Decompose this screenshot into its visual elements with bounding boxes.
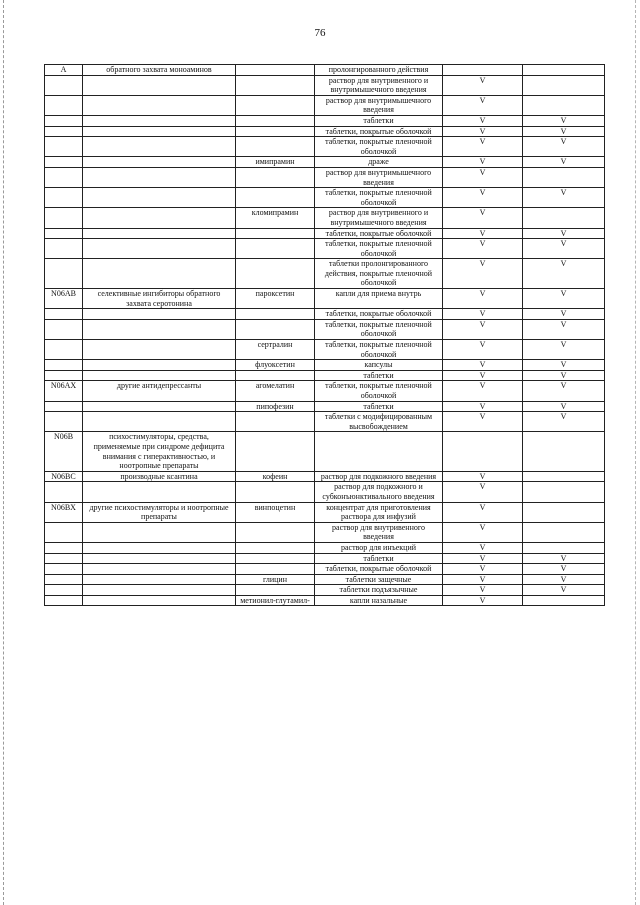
cell-v1: V	[443, 188, 523, 208]
cell-v1: V	[443, 137, 523, 157]
table-row	[45, 432, 605, 471]
cell-group	[83, 412, 236, 432]
cell-inn	[236, 522, 315, 542]
cell-inn	[236, 542, 315, 553]
cell-form: капсулы	[315, 360, 443, 371]
cell-v2	[523, 208, 605, 228]
table-row	[45, 482, 605, 502]
cell-code	[45, 542, 83, 553]
cell-code	[45, 75, 83, 95]
cell-code: A	[45, 65, 83, 76]
cell-inn: сертралин	[236, 340, 315, 360]
cell-inn	[236, 167, 315, 187]
cell-v1: V	[443, 595, 523, 606]
table-row	[45, 553, 605, 564]
cell-v1: V	[443, 370, 523, 381]
cell-group	[83, 75, 236, 95]
cell-code: N06AX	[45, 381, 83, 401]
cell-inn	[236, 188, 315, 208]
table-row	[45, 95, 605, 115]
cell-group: психостимуляторы, средства, применяемые при синдроме дефицита внимания с гиперактивностью, и ноотропные препараты	[83, 432, 236, 471]
cell-v1: V	[443, 340, 523, 360]
cell-v2: V	[523, 126, 605, 137]
cell-v2: V	[523, 370, 605, 381]
cell-v2: V	[523, 564, 605, 575]
cell-inn	[236, 75, 315, 95]
cell-group	[83, 137, 236, 157]
table-row	[45, 137, 605, 157]
cell-group: обратного захвата моноаминов	[83, 65, 236, 76]
table-row	[45, 126, 605, 137]
table-row	[45, 412, 605, 432]
cell-form: таблетки, покрытые пленочной оболочкой	[315, 239, 443, 259]
cell-inn	[236, 412, 315, 432]
cell-code	[45, 482, 83, 502]
cell-v2: V	[523, 188, 605, 208]
cell-form	[315, 432, 443, 471]
cell-form: капли для приема внутрь	[315, 289, 443, 309]
cell-v1: V	[443, 239, 523, 259]
cell-v2	[523, 471, 605, 482]
cell-v2	[523, 542, 605, 553]
cell-code	[45, 319, 83, 339]
table-row	[45, 564, 605, 575]
cell-v1: V	[443, 502, 523, 522]
cell-form: раствор для внутримышечного введения	[315, 167, 443, 187]
cell-inn	[236, 370, 315, 381]
cell-group	[83, 309, 236, 320]
cell-code	[45, 585, 83, 596]
drug-table	[44, 64, 605, 606]
cell-v1: V	[443, 542, 523, 553]
cell-form: драже	[315, 157, 443, 168]
cell-inn: метионил-глутамил-	[236, 595, 315, 606]
cell-v1: V	[443, 585, 523, 596]
cell-code	[45, 522, 83, 542]
cell-v2: V	[523, 585, 605, 596]
cell-code	[45, 157, 83, 168]
cell-inn: агомелатин	[236, 381, 315, 401]
cell-inn	[236, 319, 315, 339]
cell-form: раствор для внутривенного введения	[315, 522, 443, 542]
cell-v1: V	[443, 126, 523, 137]
cell-v2: V	[523, 228, 605, 239]
cell-v1: V	[443, 574, 523, 585]
cell-v2: V	[523, 157, 605, 168]
cell-group	[83, 482, 236, 502]
cell-form: таблетки с модифицированным высвобождением	[315, 412, 443, 432]
table-row	[45, 401, 605, 412]
cell-code	[45, 137, 83, 157]
cell-form: таблетки, покрытые пленочной оболочкой	[315, 188, 443, 208]
cell-v2: V	[523, 574, 605, 585]
table-row	[45, 595, 605, 606]
cell-form: таблетки	[315, 115, 443, 126]
cell-group	[83, 228, 236, 239]
cell-inn	[236, 553, 315, 564]
cell-form: раствор для подкожного введения	[315, 471, 443, 482]
cell-inn	[236, 309, 315, 320]
cell-form: таблетки подъязычные	[315, 585, 443, 596]
cell-inn	[236, 65, 315, 76]
cell-form: таблетки, покрытые пленочной оболочкой	[315, 319, 443, 339]
cell-inn	[236, 115, 315, 126]
cell-inn	[236, 482, 315, 502]
cell-group	[83, 319, 236, 339]
table-row	[45, 115, 605, 126]
cell-code	[45, 115, 83, 126]
cell-group	[83, 126, 236, 137]
cell-inn	[236, 564, 315, 575]
cell-v1: V	[443, 319, 523, 339]
cell-v2: V	[523, 259, 605, 289]
cell-v2	[523, 595, 605, 606]
cell-code	[45, 95, 83, 115]
cell-v1: V	[443, 412, 523, 432]
table-row	[45, 360, 605, 371]
cell-code	[45, 370, 83, 381]
cell-v2: V	[523, 309, 605, 320]
cell-inn	[236, 239, 315, 259]
cell-code	[45, 564, 83, 575]
cell-v2: V	[523, 115, 605, 126]
cell-inn	[236, 585, 315, 596]
table-row	[45, 309, 605, 320]
table-row	[45, 188, 605, 208]
cell-form: таблетки, покрытые оболочкой	[315, 309, 443, 320]
cell-group	[83, 401, 236, 412]
cell-code	[45, 167, 83, 187]
cell-form: таблетки пролонгированного действия, покрытые пленочной оболочкой	[315, 259, 443, 289]
cell-group	[83, 585, 236, 596]
cell-v1: V	[443, 157, 523, 168]
cell-inn: глицин	[236, 574, 315, 585]
cell-group	[83, 553, 236, 564]
cell-v1	[443, 65, 523, 76]
table-row	[45, 522, 605, 542]
cell-group	[83, 259, 236, 289]
cell-v2: V	[523, 319, 605, 339]
table-row	[45, 502, 605, 522]
table-row	[45, 585, 605, 596]
cell-v1: V	[443, 482, 523, 502]
cell-inn: винпоцетин	[236, 502, 315, 522]
table-row	[45, 259, 605, 289]
cell-code	[45, 412, 83, 432]
table-row	[45, 167, 605, 187]
table-row	[45, 239, 605, 259]
table-row	[45, 471, 605, 482]
cell-form: раствор для внутривенного и внутримышечного введения	[315, 208, 443, 228]
cell-v1	[443, 432, 523, 471]
cell-v2	[523, 167, 605, 187]
cell-v2: V	[523, 340, 605, 360]
cell-v1: V	[443, 208, 523, 228]
cell-v1: V	[443, 259, 523, 289]
cell-v1: V	[443, 553, 523, 564]
cell-inn	[236, 137, 315, 157]
cell-code	[45, 574, 83, 585]
cell-group	[83, 95, 236, 115]
cell-v1: V	[443, 471, 523, 482]
cell-form: таблетки, покрытые оболочкой	[315, 228, 443, 239]
table-row	[45, 340, 605, 360]
cell-group	[83, 360, 236, 371]
cell-group	[83, 115, 236, 126]
cell-group	[83, 167, 236, 187]
cell-v2: V	[523, 360, 605, 371]
cell-inn	[236, 259, 315, 289]
table-row	[45, 370, 605, 381]
cell-code	[45, 126, 83, 137]
cell-code	[45, 401, 83, 412]
cell-form: таблетки, покрытые оболочкой	[315, 126, 443, 137]
table-body	[45, 65, 605, 606]
cell-inn	[236, 95, 315, 115]
cell-v2: V	[523, 239, 605, 259]
cell-v1: V	[443, 115, 523, 126]
cell-form: таблетки	[315, 370, 443, 381]
table-row	[45, 574, 605, 585]
cell-group	[83, 370, 236, 381]
cell-form: таблетки, покрытые оболочкой	[315, 564, 443, 575]
cell-v2	[523, 65, 605, 76]
cell-v1: V	[443, 167, 523, 187]
cell-v2	[523, 482, 605, 502]
cell-code	[45, 553, 83, 564]
table-row	[45, 542, 605, 553]
cell-code	[45, 309, 83, 320]
cell-v1: V	[443, 360, 523, 371]
cell-v1: V	[443, 228, 523, 239]
cell-v2	[523, 95, 605, 115]
cell-inn: пипофезин	[236, 401, 315, 412]
scan-edge-right	[635, 0, 637, 905]
table-row	[45, 208, 605, 228]
cell-group	[83, 564, 236, 575]
cell-form: таблетки, покрытые пленочной оболочкой	[315, 381, 443, 401]
cell-inn	[236, 228, 315, 239]
cell-group	[83, 542, 236, 553]
cell-v1: V	[443, 401, 523, 412]
cell-inn	[236, 126, 315, 137]
table-row	[45, 65, 605, 76]
cell-v1: V	[443, 75, 523, 95]
cell-v2	[523, 522, 605, 542]
cell-inn: флуоксетин	[236, 360, 315, 371]
cell-form: пролонгированного действия	[315, 65, 443, 76]
cell-code	[45, 259, 83, 289]
cell-code: N06BX	[45, 502, 83, 522]
cell-group: другие психостимуляторы и ноотропные препараты	[83, 502, 236, 522]
cell-code	[45, 595, 83, 606]
table-row	[45, 75, 605, 95]
cell-code: N06AB	[45, 289, 83, 309]
cell-group: производные ксантина	[83, 471, 236, 482]
cell-code: N06B	[45, 432, 83, 471]
cell-group	[83, 188, 236, 208]
cell-form: капли назальные	[315, 595, 443, 606]
cell-form: концентрат для приготовления раствора для инфузий	[315, 502, 443, 522]
cell-v2: V	[523, 401, 605, 412]
cell-v2: V	[523, 289, 605, 309]
cell-v1: V	[443, 522, 523, 542]
cell-code	[45, 228, 83, 239]
scan-edge-left	[3, 0, 5, 905]
cell-v1: V	[443, 564, 523, 575]
cell-v2	[523, 75, 605, 95]
cell-group	[83, 522, 236, 542]
cell-form: таблетки	[315, 553, 443, 564]
cell-form: таблетки, покрытые пленочной оболочкой	[315, 340, 443, 360]
cell-v2: V	[523, 381, 605, 401]
table-row	[45, 157, 605, 168]
page-number: 76	[314, 27, 326, 39]
cell-code	[45, 340, 83, 360]
cell-group	[83, 574, 236, 585]
cell-v1: V	[443, 95, 523, 115]
cell-form: таблетки, покрытые пленочной оболочкой	[315, 137, 443, 157]
cell-code	[45, 239, 83, 259]
cell-form: раствор для внутривенного и внутримышечного введения	[315, 75, 443, 95]
cell-form: таблетки защечные	[315, 574, 443, 585]
table-row	[45, 319, 605, 339]
cell-inn: кломипрамин	[236, 208, 315, 228]
cell-v2	[523, 432, 605, 471]
cell-v2: V	[523, 553, 605, 564]
cell-form: таблетки	[315, 401, 443, 412]
table-row	[45, 381, 605, 401]
cell-code	[45, 360, 83, 371]
cell-v1: V	[443, 309, 523, 320]
cell-group	[83, 340, 236, 360]
cell-inn: имипрамин	[236, 157, 315, 168]
cell-group: другие антидепрессанты	[83, 381, 236, 401]
cell-group: селективные ингибиторы обратного захвата серотонина	[83, 289, 236, 309]
cell-inn: пароксетин	[236, 289, 315, 309]
cell-form: раствор для подкожного и субконъюнктивального введения	[315, 482, 443, 502]
cell-inn	[236, 432, 315, 471]
cell-code	[45, 188, 83, 208]
table-row	[45, 228, 605, 239]
cell-form: раствор для инъекций	[315, 542, 443, 553]
cell-inn: кофеин	[236, 471, 315, 482]
cell-v2: V	[523, 412, 605, 432]
cell-v2: V	[523, 137, 605, 157]
cell-v2	[523, 502, 605, 522]
cell-v1: V	[443, 381, 523, 401]
cell-code: N06BC	[45, 471, 83, 482]
cell-group	[83, 239, 236, 259]
cell-code	[45, 208, 83, 228]
cell-v1: V	[443, 289, 523, 309]
table-row	[45, 289, 605, 309]
cell-form: раствор для внутримышечного введения	[315, 95, 443, 115]
cell-group	[83, 595, 236, 606]
cell-group	[83, 208, 236, 228]
cell-group	[83, 157, 236, 168]
